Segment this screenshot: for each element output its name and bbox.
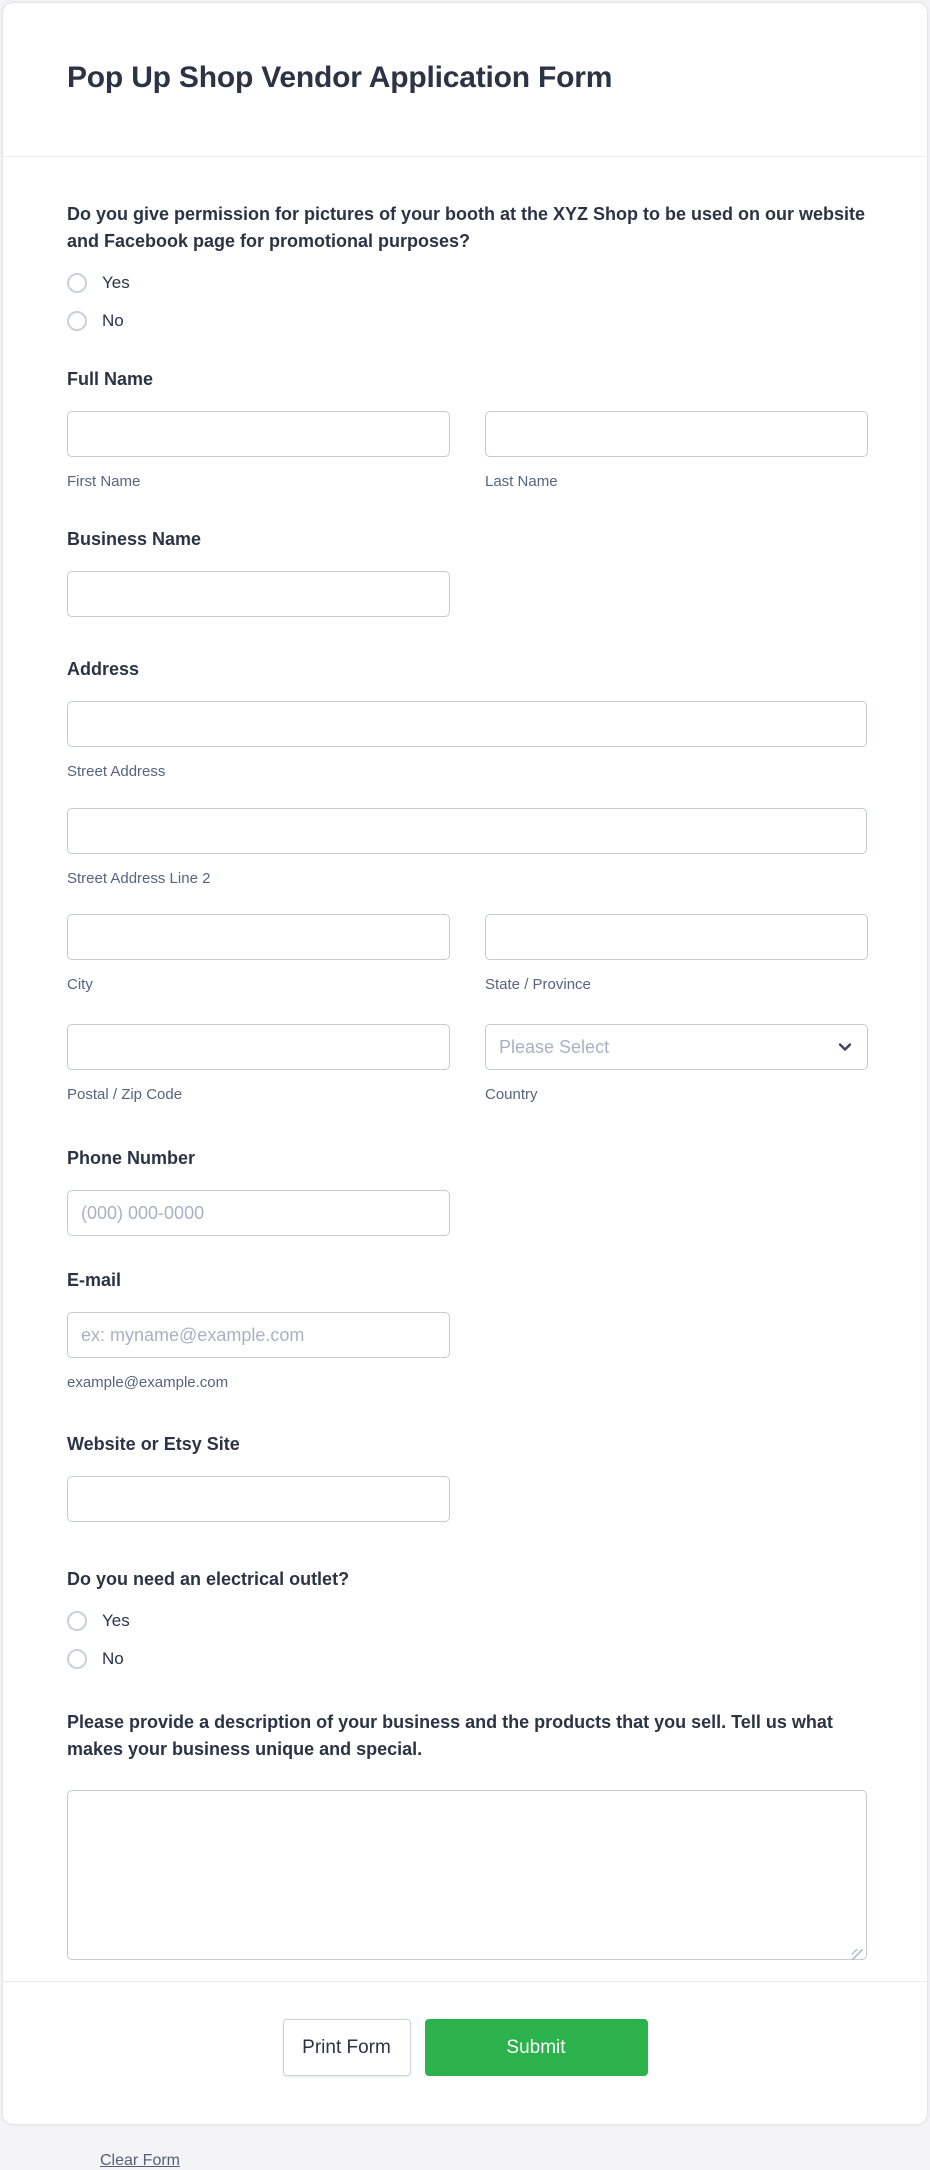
question-full-name	[67, 369, 867, 491]
question-email	[67, 1270, 867, 1392]
radio-option-label: No	[102, 1649, 124, 1668]
electrical-outlet-option-yes[interactable]	[67, 1611, 867, 1631]
street-address-sublabel: Street Address	[67, 763, 166, 780]
question-electrical-outlet	[67, 1566, 867, 1669]
form-title: Pop Up Shop Vendor Application Form	[67, 61, 613, 94]
radio-button-icon[interactable]	[67, 1649, 87, 1669]
question-description	[67, 1709, 867, 1965]
description-label: Please provide a description of your business and the products that you sell. Tell us what makes your business unique and special.	[67, 1712, 833, 1759]
website-input[interactable]	[67, 1476, 450, 1522]
state-province-input[interactable]	[485, 914, 868, 960]
postal-zip-sublabel: Postal / Zip Code	[67, 1086, 183, 1103]
full-name-label: Full Name	[67, 369, 154, 389]
photo-permission-option-yes[interactable]	[67, 273, 867, 293]
question-phone	[67, 1148, 867, 1236]
question-photo-permission	[67, 201, 867, 331]
question-address	[67, 659, 867, 1104]
photo-permission-option-no[interactable]	[67, 311, 867, 331]
first-name-input[interactable]	[67, 411, 450, 457]
last-name-sublabel: Last Name	[485, 473, 558, 490]
question-website	[67, 1434, 867, 1522]
business-name-label: Business Name	[67, 529, 202, 549]
radio-button-icon[interactable]	[67, 273, 87, 293]
website-label: Website or Etsy Site	[67, 1434, 240, 1454]
street-address-line2-input[interactable]	[67, 808, 867, 854]
page-footer	[0, 2124, 930, 2170]
form-card	[3, 3, 927, 2124]
address-label: Address	[67, 659, 140, 679]
country-select[interactable]	[485, 1024, 868, 1070]
phone-input[interactable]	[67, 1190, 450, 1236]
question-photo-permission-label: Do you give permission for pictures of your booth at the XYZ Shop to be used on our website and Facebook page for promotional purposes?	[67, 204, 866, 251]
street-address-line2-sublabel: Street Address Line 2	[67, 870, 211, 887]
submit-button[interactable]: Submit	[425, 2019, 648, 2076]
email-label: E-mail	[67, 1270, 122, 1290]
resize-handle[interactable]	[852, 1949, 863, 1960]
postal-zip-input[interactable]	[67, 1024, 450, 1070]
email-input[interactable]	[67, 1312, 450, 1358]
electrical-outlet-label: Do you need an electrical outlet?	[67, 1569, 350, 1589]
form-actions	[3, 1981, 927, 2124]
business-name-input[interactable]	[67, 571, 450, 617]
city-input[interactable]	[67, 914, 450, 960]
state-province-sublabel: State / Province	[485, 976, 591, 993]
print-form-button[interactable]: Print Form	[283, 2019, 411, 2076]
radio-option-label: No	[102, 311, 124, 330]
country-sublabel: Country	[485, 1086, 538, 1103]
form-body	[3, 157, 927, 1981]
radio-button-icon[interactable]	[67, 311, 87, 331]
email-sublabel: example@example.com	[67, 1374, 229, 1391]
last-name-input[interactable]	[485, 411, 868, 457]
phone-label: Phone Number	[67, 1148, 196, 1168]
street-address-input[interactable]	[67, 701, 867, 747]
clear-form-link[interactable]: Clear Form	[100, 2152, 181, 2169]
question-business-name	[67, 529, 867, 617]
city-sublabel: City	[67, 976, 93, 993]
radio-option-label: Yes	[102, 273, 130, 292]
electrical-outlet-option-no[interactable]	[67, 1649, 867, 1669]
radio-option-label: Yes	[102, 1611, 130, 1630]
first-name-sublabel: First Name	[67, 473, 141, 490]
page-background	[0, 3, 930, 2170]
radio-button-icon[interactable]	[67, 1611, 87, 1631]
description-textarea[interactable]	[67, 1790, 867, 1960]
form-header	[3, 3, 927, 157]
